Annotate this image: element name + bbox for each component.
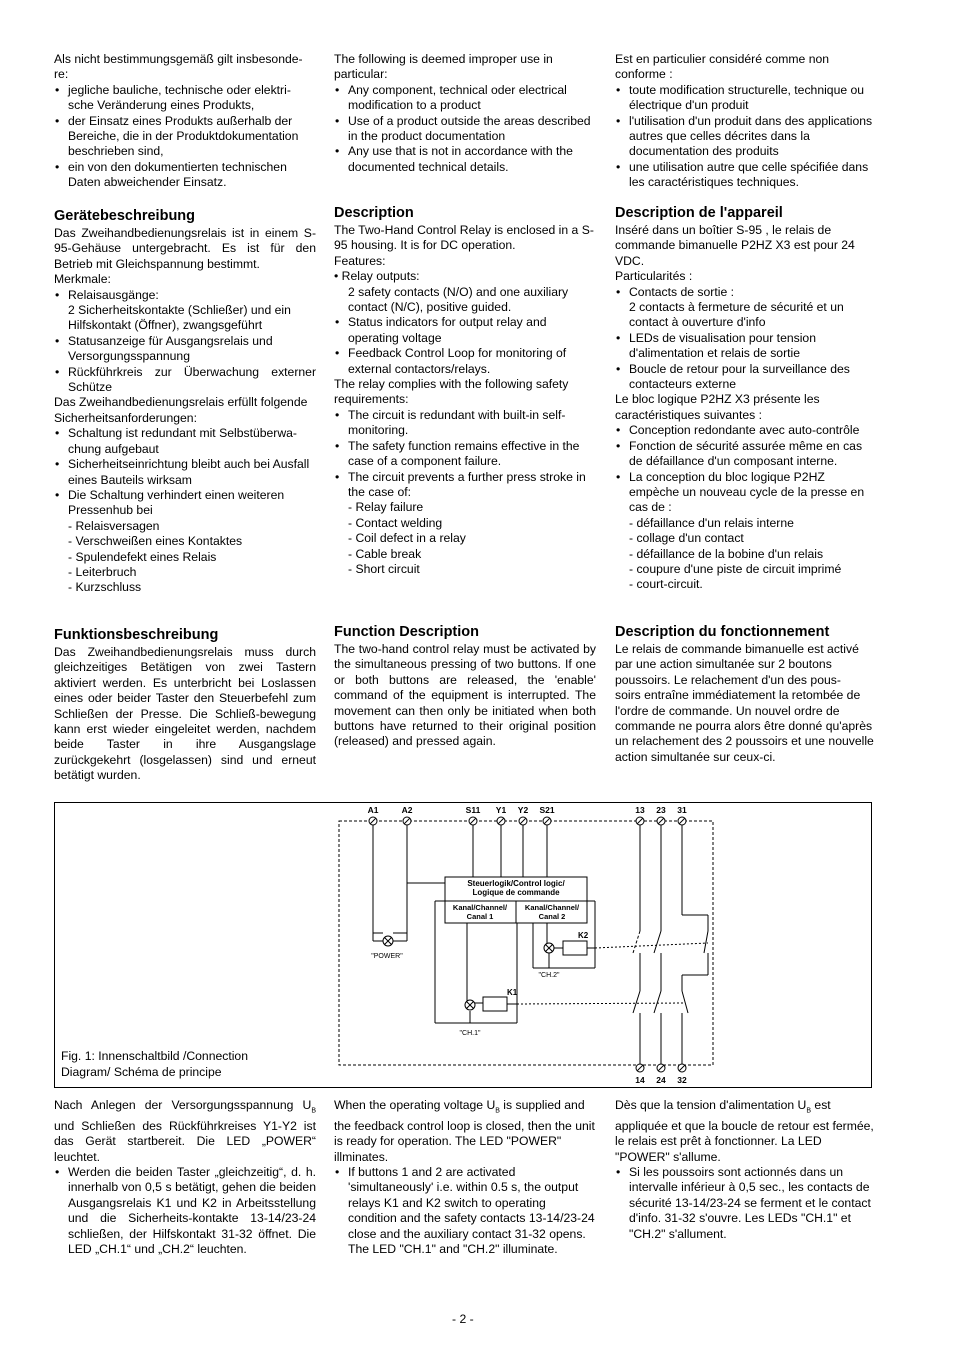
circuit-schematic	[55, 803, 873, 1089]
intro-text: Als nicht bestimmungsgemäß gilt insbesonde-re:	[54, 52, 303, 82]
led-power-icon	[383, 936, 393, 946]
list-item: • Fonction de sécurité assurée même en cas de défaillance d'un composant interne.	[615, 439, 877, 470]
operation-list	[54, 1165, 316, 1257]
features-label: Merkmale:	[54, 272, 111, 287]
feature-list	[54, 288, 316, 396]
column-french	[615, 52, 877, 191]
list-item: • Schaltung ist redundant mit Selbstüberwa-chung aufgebaut	[54, 426, 316, 457]
paragraph: Le bloc logique P2HZ X3 présente les caractéristiques suivantes :	[615, 392, 820, 422]
list-item: • Werden die beiden Taster „gleichzeitig“, d. h. innerhalb von 0,5 s betätigt, gehen die beiden Ausgangsrelais K1 und K2 in Arbeitsstellung und die Sicherheits-kontakte 13-14/23-24 schließen, der Hilfskontakt 31-32 öffnet. Die LED „CH.1“ und „CH.2“ leuchten.	[54, 1165, 316, 1257]
list-item: • Relaisausgänge:	[54, 288, 316, 303]
paragraph: Inséré dans un boîtier S-95 , le relais de commande bimanuelle P2HZ X3 est pour 24 VDC.	[615, 223, 855, 268]
text-part: est appliquée et que la boucle de retour est fermée, le relais est prêt à fonctionner. La LED "POWER" s'allume.	[615, 1098, 874, 1164]
intro-list	[615, 83, 877, 191]
list-item-sub: - coupure d'une piste de circuit imprimé	[629, 561, 842, 576]
connection-diagram	[54, 802, 872, 1088]
paragraph: The two-hand control relay must be activated by the simultaneous pressing of two buttons. If one or both buttons are released, the 'enable' command of the equipment is interrupted. The movement can then only be initiated when both buttons have returned to their original position (released) and pressed again.	[334, 642, 596, 749]
column-german	[54, 52, 316, 191]
safety-contact-23-24	[654, 825, 661, 1064]
feature-list	[615, 285, 877, 393]
column-english-description	[334, 204, 596, 577]
subscript: B	[311, 1107, 316, 1115]
list-item: • jegliche bauliche, technische oder elektri-sche Veränderung eines Produkts,	[54, 83, 316, 114]
list-item-sub: - Coil defect in a relay	[348, 531, 466, 546]
list-item: • Any use that is not in accordance with the documented technical details.	[334, 144, 596, 175]
list-item: • ein von den dokumentierten technischen Daten abweichender Einsatz.	[54, 160, 316, 191]
subscript: B	[806, 1107, 812, 1115]
list-item: • Die Schaltung verhindert einen weiteren Pressenhub bei	[54, 488, 316, 519]
list-item: • Statusanzeige für Ausgangsrelais und Versorgungsspannung	[54, 334, 316, 365]
list-item: • der Einsatz eines Produkts außerhalb der Bereiche, die in der Produktdokumentation beschrieben sind,	[54, 114, 316, 160]
column-german-operation	[54, 1098, 316, 1258]
list-item: • Use of a product outside the areas described in the product documentation	[334, 114, 596, 145]
text-part: is supplied and the feedback control loop is closed, then the unit is ready for operation. The LED "POWER" illminates.	[334, 1098, 595, 1164]
section-heading: Function Description	[334, 624, 479, 640]
column-english-function	[334, 623, 596, 750]
list-item: • Sicherheitseinrichtung bleibt auch bei Ausfall eines Bauteils wirksam	[54, 457, 316, 488]
section-heading: Description de l'appareil	[615, 205, 783, 221]
features-label: Features:	[334, 253, 386, 268]
led-ch2-icon	[544, 943, 554, 953]
auxiliary-contact-31-32	[682, 825, 708, 1064]
list-item: • Contacts de sortie :	[615, 285, 877, 300]
section-heading: Gerätebeschreibung	[54, 208, 196, 224]
safety-contact-13-14	[633, 825, 640, 1064]
relay-label: K1	[507, 988, 518, 997]
safety-list	[54, 426, 316, 595]
led-label: "CH.1"	[459, 1030, 481, 1037]
safety-list	[615, 423, 877, 592]
terminal-label: Y2	[517, 805, 529, 815]
list-item: • LEDs de visualisation pour tension d'alimentation et relais de sortie	[615, 331, 877, 362]
list-item-detail: 2 Sicherheitskontakte (Schließer) und ein Hilfskontakt (Öffner), zwangsgeführt	[68, 303, 291, 333]
terminal-label: Y1	[495, 805, 507, 815]
list-item: • Conception redondante avec auto-contrôle	[615, 423, 877, 438]
terminal-label: 23	[656, 805, 666, 815]
column-french-operation	[615, 1098, 877, 1242]
list-item: • Si les poussoirs sont actionnés dans un intervalle inférieur à 0,5 sec., les contacts de sécurité 13-14/23-24 se ferment et le contact d'info. 31-32 s'ouvre. Les LEDs "CH.1" et "CH.2" s'allument.	[615, 1165, 877, 1242]
terminal-label: A2	[401, 805, 413, 815]
paragraph: The relay complies with the following safety requirements:	[334, 377, 569, 407]
operation-list	[334, 1165, 596, 1257]
paragraph: The Two-Hand Control Relay is enclosed in a S-95 housing. It is for DC operation.	[334, 223, 594, 253]
led-label: "CH.2"	[538, 972, 560, 979]
list-item-sub: - court-circuit.	[629, 577, 703, 592]
list-item: • Rückführkreis zur Überwachung externer Schütze	[54, 365, 316, 396]
page-number: - 2 -	[452, 1312, 474, 1326]
terminal-label: 13	[635, 805, 645, 815]
intro-list	[334, 83, 596, 175]
safety-list	[334, 408, 596, 577]
paragraph: Le relais de commande bimanuelle est activé par une action simultanée sur 2 boutons poussoirs. Le relachement d'un des pous-	[615, 642, 859, 687]
paragraph	[615, 1098, 877, 1165]
text-part: Nach Anlegen der Versorgungsspannung U	[54, 1098, 312, 1112]
relay-k1-coil	[483, 997, 507, 1011]
list-item: • The safety function remains effective in the case of a component failure.	[334, 439, 596, 470]
list-item-sub: - Contact welding	[348, 515, 443, 530]
list-item-sub: - Relaisversagen	[68, 518, 160, 533]
section-heading: Description	[334, 205, 414, 221]
channel-label: Kanal/Channel/	[524, 903, 580, 912]
list-item: • The circuit prevents a further press stroke in the case of:	[334, 470, 596, 501]
list-item: • toute modification structurelle, technique ou électrique d'un produit	[615, 83, 877, 114]
list-item: • Any component, technical oder electrical modification to a product	[334, 83, 596, 114]
led-ch1-icon	[465, 1000, 475, 1010]
paragraph: Das Zweihandbedienungsrelais erfüllt folgende Sicherheitsanforderungen:	[54, 395, 308, 425]
intro-text: Est en particulier considéré comme non conforme :	[615, 52, 830, 82]
list-item: • une utilisation autre que celle spécifiée dans les caractéristiques techniques.	[615, 160, 877, 191]
list-item: • La conception du bloc logique P2HZ empèche un nouveau cycle de la presse en cas de :	[615, 470, 877, 516]
list-item: • Feedback Control Loop for monitoring of external contactors/relays.	[334, 346, 596, 377]
logic-title: Logique de commande	[472, 888, 560, 897]
features-label: Particularités :	[615, 269, 693, 284]
list-item-sub: - Leiterbruch	[68, 564, 137, 579]
list-item-sub: - Spulendefekt eines Relais	[68, 549, 217, 564]
paragraph	[334, 1098, 596, 1165]
list-item: • The circuit is redundant with built-in self-monitoring.	[334, 408, 596, 439]
terminal-label: 24	[656, 1075, 666, 1085]
channel-label: Kanal/Channel/	[452, 903, 508, 912]
text-part: When the operating voltage U	[334, 1098, 496, 1112]
column-french-function	[615, 623, 877, 765]
channel-label: Canal 2	[538, 912, 566, 921]
terminal-label: 31	[677, 805, 687, 815]
paragraph: Das Zweihandbedienungsrelais muss durch gleichzeitiges Betätigen von zwei Tastern aktiviert werden. Es unterbricht bei Loslassen eines oder beider Taster den Steuerbefehl zum Schließen der Presse. Die Schließ-bewegung kann erst wieder eingeleitet werden, nachdem beide Taster in ihre Ausgangslage zurückgekehrt (losgelassen) sind und erneut betätigt wurden.	[54, 645, 316, 783]
list-item-sub: - Verschweißen eines Kontaktes	[68, 534, 243, 549]
terminal-label: S11	[465, 805, 481, 815]
column-german-function	[54, 626, 316, 784]
list-item: • Boucle de retour pour la surveillance des contacteurs externe	[615, 362, 877, 393]
column-english	[334, 52, 596, 175]
subscript: B	[495, 1107, 500, 1115]
list-item-sub: - Kurzschluss	[68, 580, 142, 595]
column-french-description	[615, 204, 877, 593]
section-heading: Description du fonctionnement	[615, 624, 830, 640]
list-item-detail: 2 safety contacts (N/O) and one auxiliary contact (N/C), positive guided.	[348, 284, 569, 315]
text-part: und Schließen des Rückführkreises Y1-Y2 ist das Gerät startbereit. Die LED „POWER“ leuchtet.	[54, 1118, 316, 1164]
caption-line: Diagram/ Schéma de principe	[61, 1065, 222, 1079]
terminal-connectors-bottom	[636, 1064, 686, 1072]
list-item: • l'utilisation d'un produit dans des applications autres que celles décrites dans la documentation des produits	[615, 114, 877, 160]
intro-text: The following is deemed improper use in particular:	[334, 52, 553, 82]
list-item-sub: - collage d'un contact	[629, 531, 744, 546]
relay-k2-coil	[563, 941, 587, 955]
column-english-operation	[334, 1098, 596, 1258]
list-item: • If buttons 1 and 2 are activated 'simultaneously' i.e. within 0.5 s, the output relays K1 and K2 switch to operating condition and the safety contacts 13-14/23-24 close and the auxiliary contact 31-32 opens. The LED "CH.1" and "CH.2" illuminate.	[334, 1165, 596, 1257]
operation-list	[615, 1165, 877, 1242]
feature-list	[334, 285, 596, 377]
paragraph	[54, 1098, 316, 1165]
terminal-label: 32	[677, 1075, 687, 1085]
list-item-sub: - Short circuit	[348, 561, 420, 576]
paragraph: Das Zweihandbedienungsrelais ist in einem S-95-Gehäuse untergebracht. Es ist für den Betrieb mit Gleichspannung bestimmt.	[54, 226, 316, 271]
caption-line: Fig. 1: Innenschaltbild /Connection	[61, 1049, 248, 1063]
intro-list	[54, 83, 316, 191]
text-part: Dès que la tension d'alimentation U	[615, 1098, 807, 1112]
feature-item: • Relay outputs:	[334, 269, 420, 284]
list-item-sub: - Cable break	[348, 546, 422, 561]
list-item-detail: 2 contacts à fermeture de sécurité et un contact à ouverture d'info	[629, 300, 844, 330]
column-german-description	[54, 207, 316, 596]
paragraph: soirs entraîne immédiatement la retombée de l'ordre de commande. Un nouvel ordre de commande ne pourra alors être donné qu'après un relachement des 2 poussoirs et une nouvelle action simultanée sur ceux-ci.	[615, 688, 874, 764]
list-item-sub: - défaillance de la bobine d'un relais	[629, 546, 824, 561]
list-item-sub: - Relay failure	[348, 500, 424, 515]
channel-label: Canal 1	[466, 912, 494, 921]
list-item-sub: - défaillance d'un relais interne	[629, 515, 794, 530]
section-heading: Funktionsbeschreibung	[54, 627, 219, 643]
terminal-label: 14	[635, 1075, 645, 1085]
led-label: "POWER"	[371, 953, 403, 960]
relay-label: K2	[578, 931, 589, 940]
logic-title: Steuerlogik/Control logic/	[467, 879, 565, 888]
terminal-label: S21	[539, 805, 555, 815]
figure-caption	[61, 1048, 248, 1080]
list-item: • Status indicators for output relay and operating voltage	[334, 315, 596, 346]
terminal-label: A1	[367, 805, 379, 815]
